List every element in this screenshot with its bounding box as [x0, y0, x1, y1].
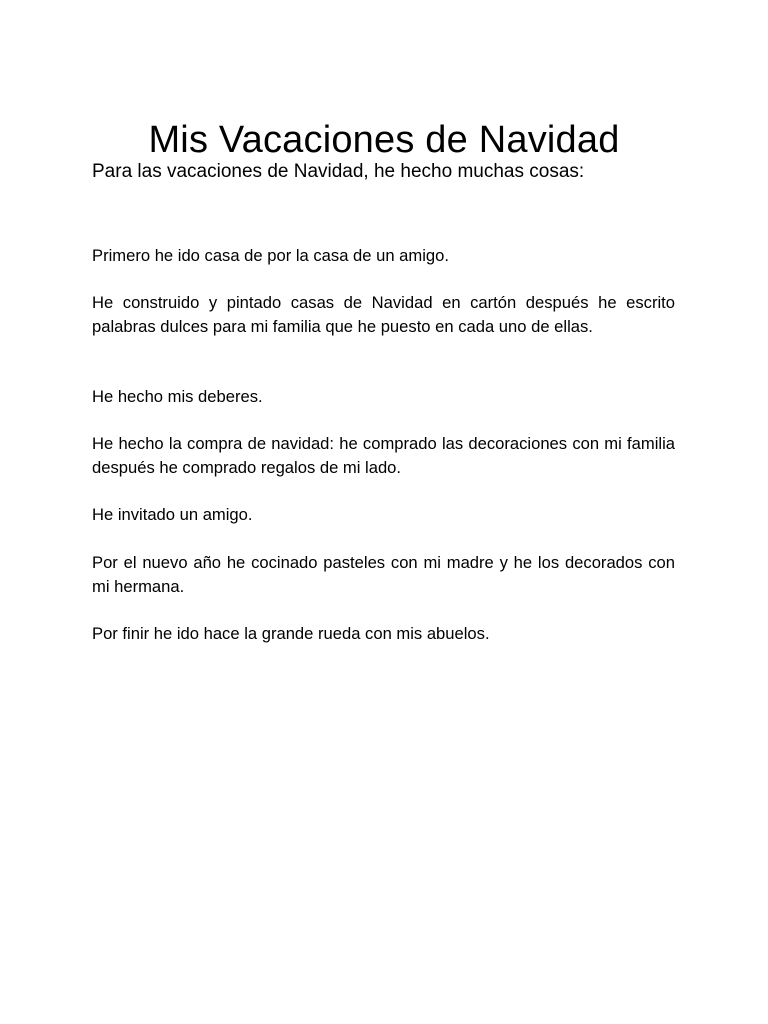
paragraph-7: Por finir he ido hace la grande rueda con mis abuelos.	[92, 623, 490, 643]
paragraph-3: He hecho mis deberes.	[92, 386, 263, 406]
paragraph-4: He hecho la compra de navidad: he comprado las decoraciones con mi familia después he comprado regalos de mi lado.	[92, 433, 675, 477]
document-intro: Para las vacaciones de Navidad, he hecho muchas cosas:	[92, 161, 585, 182]
document-title: Mis Vacaciones de Navidad	[148, 119, 620, 162]
paragraph-5: He invitado un amigo.	[92, 504, 253, 524]
paragraph-1: Primero he ido casa de por la casa de un amigo.	[92, 245, 449, 265]
paragraph-2: He construido y pintado casas de Navidad en cartón después he escrito palabras dulces para mi familia que he puesto en cada uno de ellas.	[92, 292, 675, 336]
paragraph-6: Por el nuevo año he cocinado pasteles con mi madre y he los decorados con mi hermana.	[92, 552, 675, 596]
